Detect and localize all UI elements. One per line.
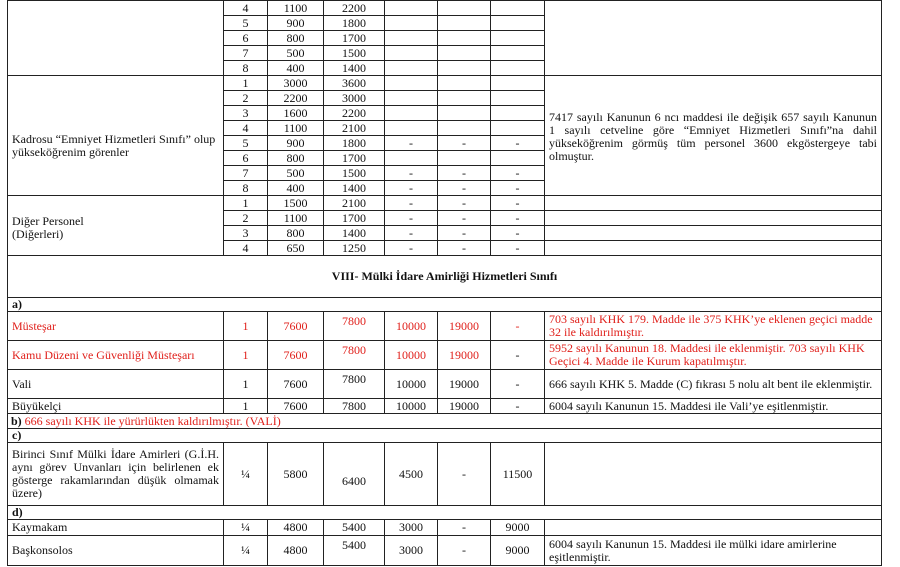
degree-cell: 2	[224, 91, 268, 106]
kadro-note: 7417 sayılı Kanunun 6 ncı maddesi ile değişik 657 sayılı Kanunun 1 sayılı cetveline göre “Emniyet Hizmetleri Sınıfı”na dahil yükseköğrenim görmüş tüm personel 3600 ekgöstergeye tabi olmuştur.	[545, 76, 882, 196]
diger-label	[8, 196, 224, 256]
table-row	[8, 429, 882, 443]
value-cell: 7600	[268, 399, 324, 414]
value-cell: 7800	[342, 342, 366, 357]
dash-cell: -	[385, 181, 438, 196]
section-title: VIII- Mülki İdare Amirliği Hizmetleri Sınıfı	[8, 256, 882, 298]
dash-cell: -	[491, 181, 545, 196]
value-cell: 2100	[324, 121, 385, 136]
dash-cell: -	[438, 136, 491, 151]
value-cell: 10000	[385, 399, 438, 414]
degree-cell: 4	[224, 241, 268, 256]
subsection-a: a)	[8, 298, 882, 312]
table-row	[8, 312, 882, 341]
value-cell: 9000	[491, 536, 545, 566]
value-cell: 1400	[324, 181, 385, 196]
value-cell: 5400	[342, 538, 366, 552]
table-row	[8, 196, 882, 211]
value-cell: 19000	[438, 399, 491, 414]
dash-cell: -	[385, 196, 438, 211]
note-cell	[545, 196, 882, 211]
value-cell: 3000	[268, 76, 324, 91]
value-cell: ¼	[224, 536, 268, 566]
subsection-b-prefix: b)	[11, 413, 22, 428]
degree-cell: 8	[224, 61, 268, 76]
value-cell: 7800	[342, 313, 366, 328]
degree-cell: 5	[224, 16, 268, 31]
dash-cell: -	[438, 166, 491, 181]
value-cell: 1	[224, 341, 268, 370]
value-cell: 7800	[324, 399, 385, 414]
value-cell: 5400	[324, 520, 385, 536]
value-cell: 19000	[438, 370, 491, 399]
subsection-d: d)	[8, 506, 882, 520]
value-cell: 1100	[268, 211, 324, 226]
title-cell: Müsteşar	[8, 312, 224, 341]
value-cell: 1600	[268, 106, 324, 121]
value-cell: 19000	[438, 341, 491, 370]
dash-cell: -	[438, 211, 491, 226]
degree-cell: 6	[224, 31, 268, 46]
value-cell: 1700	[324, 151, 385, 166]
blank-title-cell	[8, 1, 224, 76]
degree-cell: 1	[224, 76, 268, 91]
value-cell: 1500	[268, 196, 324, 211]
value-cell: ¼	[224, 443, 268, 506]
value-cell: 1400	[324, 61, 385, 76]
value-cell: -	[491, 370, 545, 399]
value-cell: 1500	[324, 166, 385, 181]
value-cell: 10000	[385, 341, 438, 370]
degree-cell: 3	[224, 106, 268, 121]
degree-cell: 7	[224, 166, 268, 181]
value-cell: 10000	[385, 370, 438, 399]
table-row	[8, 1, 882, 16]
value-cell: 800	[268, 31, 324, 46]
value-cell: -	[438, 520, 491, 536]
value-cell: 10000	[385, 312, 438, 341]
title-cell: Kaymakam	[8, 520, 224, 536]
dash-cell: -	[438, 241, 491, 256]
note-cell	[545, 443, 882, 506]
value-cell: 1700	[324, 211, 385, 226]
note-cell	[545, 520, 882, 536]
value-cell: 1	[224, 370, 268, 399]
value-cell: 1	[224, 312, 268, 341]
table-row	[8, 341, 882, 370]
dash-cell: -	[385, 211, 438, 226]
value-cell: 1700	[324, 31, 385, 46]
value-cell: 19000	[438, 312, 491, 341]
note-cell	[545, 1, 882, 76]
table-row	[8, 399, 882, 414]
value-cell: 4800	[268, 520, 324, 536]
note-cell: 6004 sayılı Kanunun 15. Maddesi ile Vali’ye eşitlenmiştir.	[545, 399, 882, 414]
value-cell: 3000	[385, 536, 438, 566]
value-cell: 2100	[324, 196, 385, 211]
value-cell: 400	[268, 61, 324, 76]
value-cell: -	[438, 443, 491, 506]
value-cell: 1500	[324, 46, 385, 61]
note-cell	[545, 211, 882, 226]
table-row	[8, 414, 882, 429]
title-cell: Vali	[8, 370, 224, 399]
table-row	[8, 298, 882, 312]
diger-label-line: Diğer Personel	[12, 213, 84, 228]
indicator-table	[7, 0, 882, 566]
degree-cell: 7	[224, 46, 268, 61]
dash-cell: -	[491, 226, 545, 241]
dash-cell: -	[491, 241, 545, 256]
dash-cell: -	[491, 136, 545, 151]
table-row	[8, 536, 882, 566]
value-cell: -	[438, 536, 491, 566]
dash-cell: -	[385, 241, 438, 256]
note-cell: 666 sayılı KHK 5. Madde (C) fıkrası 5 nolu alt bent ile eklenmiştir.	[545, 370, 882, 399]
note-cell: 5952 sayılı Kanunun 18. Maddesi ile eklenmiştir. 703 sayılı KHK Geçici 4. Madde ile Kurum kapatılmıştır.	[545, 341, 882, 370]
value-cell: 2200	[268, 91, 324, 106]
diger-label-line: (Diğerleri)	[12, 226, 64, 241]
degree-cell: 4	[224, 121, 268, 136]
value-cell: 7600	[268, 341, 324, 370]
value-cell: 11500	[491, 443, 545, 506]
value-cell: 3600	[324, 76, 385, 91]
value-cell: 1100	[268, 1, 324, 16]
note-cell: 6004 sayılı Kanunun 15. Maddesi ile mülki idare amirlerine eşitlenmiştir.	[545, 536, 882, 566]
value-cell: 2200	[324, 1, 385, 16]
value-cell: 6400	[324, 443, 385, 506]
dash-cell: -	[438, 196, 491, 211]
value-cell: 5800	[268, 443, 324, 506]
value-cell: -	[491, 399, 545, 414]
value-cell: 1400	[324, 226, 385, 241]
dash-cell: -	[385, 166, 438, 181]
value-cell: 800	[268, 151, 324, 166]
subsection-b-text: 666 sayılı KHK ile yürürlükten kaldırılmıştır. (VALİ)	[24, 413, 281, 428]
dash-cell: -	[438, 181, 491, 196]
note-cell	[545, 226, 882, 241]
dash-cell: -	[385, 136, 438, 151]
value-cell: 3000	[385, 520, 438, 536]
value-cell: -	[491, 312, 545, 341]
value-cell: 900	[268, 136, 324, 151]
value-cell: 7800	[342, 371, 366, 386]
value-cell: 1800	[324, 136, 385, 151]
note-cell: 703 sayılı KHK 179. Madde ile 375 KHK’ye eklenen geçici madde 32 ile kaldırılmıştır.	[545, 312, 882, 341]
table-row	[8, 76, 882, 91]
note-cell	[545, 241, 882, 256]
value-cell: 500	[268, 166, 324, 181]
value-cell: 3000	[324, 91, 385, 106]
degree-cell: 6	[224, 151, 268, 166]
title-cell: Kamu Düzeni ve Güvenliği Müsteşarı	[8, 341, 224, 370]
value-cell: 1250	[324, 241, 385, 256]
value-cell: 4800	[268, 536, 324, 566]
title-cell: Birinci Sınıf Mülki İdare Amirleri (G.İ.H. aynı görev Unvanları için belirlenen ek gösterge rakamlarından düşük olmamak üzere)	[8, 443, 224, 506]
value-cell: 7600	[268, 312, 324, 341]
table-row	[8, 256, 882, 298]
degree-cell: 3	[224, 226, 268, 241]
value-cell: 4500	[385, 443, 438, 506]
value-cell: 1800	[324, 16, 385, 31]
table-row	[8, 443, 882, 506]
value-cell: 1	[224, 399, 268, 414]
value-cell: -	[491, 341, 545, 370]
table-row	[8, 506, 882, 520]
subsection-c: c)	[8, 429, 882, 443]
value-cell: 800	[268, 226, 324, 241]
dash-cell: -	[491, 211, 545, 226]
value-cell: ¼	[224, 520, 268, 536]
dash-cell: -	[385, 226, 438, 241]
degree-cell: 1	[224, 196, 268, 211]
value-cell: 7600	[268, 370, 324, 399]
kadro-label: Kadrosu “Emniyet Hizmetleri Sınıfı” olup yükseköğrenim görenler	[8, 76, 224, 196]
dash-cell: -	[491, 196, 545, 211]
degree-cell: 8	[224, 181, 268, 196]
dash-cell: -	[438, 226, 491, 241]
title-cell: Büyükelçi	[8, 399, 224, 414]
value-cell: 400	[268, 181, 324, 196]
table-row	[8, 370, 882, 399]
value-cell: 900	[268, 16, 324, 31]
value-cell: 650	[268, 241, 324, 256]
value-cell: 2200	[324, 106, 385, 121]
degree-cell: 4	[224, 1, 268, 16]
degree-cell: 2	[224, 211, 268, 226]
title-cell: Başkonsolos	[8, 536, 224, 566]
subsection-b	[8, 414, 882, 429]
degree-cell: 5	[224, 136, 268, 151]
value-cell: 500	[268, 46, 324, 61]
dash-cell: -	[491, 166, 545, 181]
table-row	[8, 520, 882, 536]
value-cell: 1100	[268, 121, 324, 136]
value-cell: 9000	[491, 520, 545, 536]
